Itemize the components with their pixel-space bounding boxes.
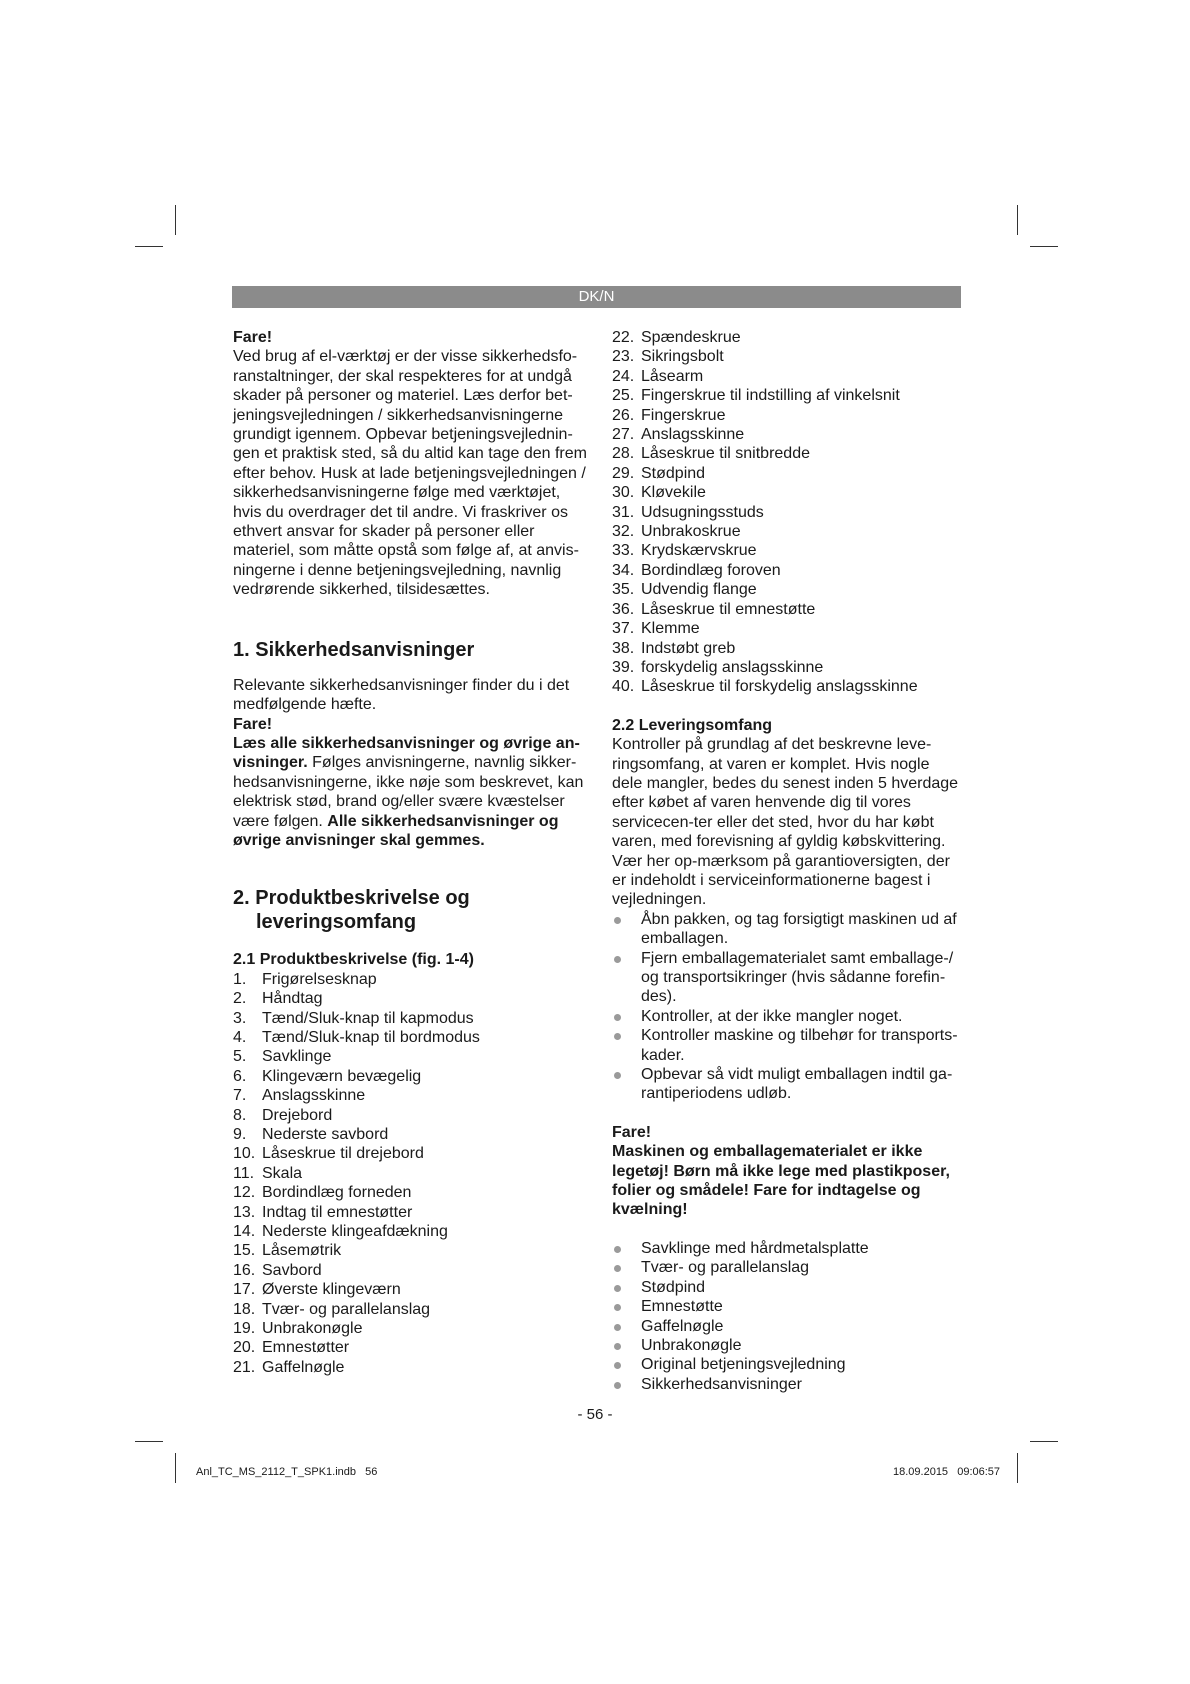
part-number: 2. — [233, 990, 247, 1008]
part-list-item — [612, 483, 964, 502]
part-list-item — [233, 1222, 588, 1241]
step-item — [612, 910, 964, 949]
part-list-item — [612, 425, 964, 444]
page-number: - 56 - — [577, 1406, 613, 1423]
scope-item-text: Tvær- og parallelanslag — [641, 1259, 810, 1277]
part-number: 30. — [612, 484, 635, 502]
part-number: 18. — [233, 1300, 256, 1318]
part-list-item — [612, 347, 964, 366]
part-name: Fingerskrue til indstilling af vinkelsnit — [641, 387, 900, 405]
part-number: 28. — [612, 445, 635, 463]
packaging-warning-text: Maskinen og emballagematerialet er ikke legetøj! Børn må ikke lege med plastikposer, folier og smådele! Fare for indtagelse og kvælning! — [612, 1143, 950, 1219]
part-name: Unbrakoskrue — [641, 523, 741, 541]
part-name: Låsemøtrik — [262, 1242, 342, 1260]
safety-warning-paragraph — [233, 734, 588, 850]
part-list-item — [233, 1358, 588, 1377]
part-list-item — [612, 464, 964, 483]
crop-mark — [1017, 1453, 1018, 1483]
part-list-item — [233, 1086, 588, 1105]
part-name: Klingeværn bevægelig — [262, 1067, 422, 1085]
scope-item — [612, 1355, 964, 1374]
part-name: Låseskrue til emnestøtte — [641, 600, 816, 618]
part-number: 20. — [233, 1339, 256, 1357]
scope-item-text: Emnestøtte — [641, 1298, 723, 1316]
safety-warning-bold-end: Alle sikkerhedsanvisninger og øvrige anvisninger skal gemmes. — [233, 812, 559, 849]
language-header-bar: DK/N — [232, 286, 961, 308]
part-list-item — [233, 1261, 588, 1280]
subsection-heading-product-description: 2.1 Produktbeskrivelse (fig. 1-4) — [233, 951, 474, 969]
warning-title: Fare! — [233, 715, 273, 733]
part-number: 3. — [233, 1009, 247, 1027]
part-name: Tvær- og parallelanslag — [262, 1300, 431, 1318]
part-name: Håndtag — [262, 990, 323, 1008]
part-list-item — [233, 1028, 588, 1047]
part-number: 37. — [612, 620, 635, 638]
safety-warning-bold: Læs alle sikkerhedsanvisninger og øvrige an-visninger. — [233, 734, 580, 772]
part-name: Savklinge — [262, 1048, 332, 1066]
part-name: Emnestøtter — [262, 1339, 350, 1357]
part-name: Krydskærvskrue — [641, 542, 757, 560]
footer-datetime: 18.09.2015 09:06:57 — [893, 1466, 1001, 1478]
subsection-heading-scope: 2.2 Leveringsomfang — [612, 716, 773, 734]
part-number: 7. — [233, 1087, 247, 1105]
part-number: 15. — [233, 1242, 256, 1260]
delivery-scope-list — [612, 1239, 964, 1394]
bullet-icon — [614, 1362, 621, 1369]
warning-title: Fare! — [612, 1123, 652, 1141]
part-name: Skala — [262, 1164, 303, 1182]
part-list-item — [233, 1047, 588, 1066]
warning-title: Fare! — [233, 329, 273, 346]
part-number: 22. — [612, 329, 635, 346]
bullet-icon — [614, 1072, 621, 1079]
section-heading-line: 2. Produktbeskrivelse og — [233, 887, 470, 910]
bullet-icon — [614, 1382, 621, 1389]
part-number: 21. — [233, 1358, 256, 1376]
crop-mark — [135, 246, 163, 247]
part-number: 39. — [612, 658, 635, 676]
scope-item — [612, 1375, 964, 1394]
part-name: Øverste klingeværn — [262, 1281, 401, 1299]
part-number: 36. — [612, 600, 635, 618]
part-name: Anslagsskinne — [641, 426, 745, 444]
part-name: Bordindlæg foroven — [641, 561, 781, 579]
part-name: Drejebord — [262, 1106, 333, 1124]
part-name: Fingerskrue — [641, 406, 726, 424]
crop-mark — [1030, 246, 1058, 247]
part-number: 35. — [612, 581, 635, 599]
part-list-item — [233, 1203, 588, 1222]
part-list-item — [612, 503, 964, 522]
part-list-item — [612, 600, 964, 619]
scope-item-text: Gaffelnøgle — [641, 1317, 724, 1335]
part-list-item — [612, 367, 964, 386]
scope-item — [612, 1258, 964, 1277]
step-item — [612, 1026, 964, 1065]
scope-item — [612, 1336, 964, 1355]
part-number: 34. — [612, 561, 635, 579]
step-item-text: Opbevar så vidt muligt emballagen indtil ga-rantiperiodens udløb. — [641, 1066, 953, 1103]
part-number: 27. — [612, 426, 635, 444]
part-name: Låseskrue til snitbredde — [641, 445, 810, 463]
part-list-item — [612, 658, 964, 677]
safety-intro-text: Relevante sikkerhedsanvisninger finder du i det medfølgende hæfte. — [233, 676, 570, 714]
part-list-item — [233, 1319, 588, 1338]
part-name: Nederste klingeafdækning — [262, 1223, 448, 1241]
part-list-item — [612, 444, 964, 463]
part-list-item — [233, 1300, 588, 1319]
bullet-icon — [614, 1014, 621, 1021]
parts-list-right — [612, 328, 964, 697]
part-number: 25. — [612, 387, 635, 405]
part-list-item — [612, 522, 964, 541]
part-name: forskydelig anslagsskinne — [641, 658, 824, 676]
part-list-item — [233, 1125, 588, 1144]
part-number: 14. — [233, 1223, 256, 1241]
right-column — [612, 328, 964, 1394]
warning-text: Ved brug af el-værktøj er der visse sikkerhedsfo-ranstaltninger, der skal respekteres for at undgå skader på personer og materiel. Læs derfor bet-jeningsvejledningen / sikkerhedsanvisningerne grundigt igennem. Opbevar betjeningsvejlednin-gen et praktisk sted, så du altid kan tage den frem efter behov. Husk at lade betjeningsvejledningen / sikkerhedsanvisningerne følge med værktøjet, hvis du overdrager det til andre. Vi fraskriver os ethvert ansvar for skader på personer eller materiel, som måtte opstå som følge af, at anvis-ningerne i denne betjeningsvejledning, navnlig vedrørende sikkerhed, tilsidesættes. — [233, 348, 587, 599]
part-name: Låsearm — [641, 367, 704, 385]
part-name: Bordindlæg forneden — [262, 1184, 412, 1202]
left-column — [233, 328, 588, 1377]
step-item — [612, 949, 964, 1007]
bullet-icon — [614, 1285, 621, 1292]
part-name: Indstøbt greb — [641, 639, 736, 657]
crop-mark — [1017, 205, 1018, 235]
scope-text: Kontroller på grundlag af det beskrevne leve-ringsomfang, at varen er komplet. Hvis nogle dele mangler, bedes du senest inden 5 hverdage efter købet af varen henvende dig til vores servicecen-ter eller det sted, hvor du har købt varen, med forevisning af gyldig købskvittering. Vær her op-mærksom på garantioversigten, der er indeholdt i serviceinformationerne bagest i vejledningen. — [612, 736, 959, 909]
part-list-item — [612, 328, 964, 347]
part-number: 12. — [233, 1184, 256, 1202]
part-list-item — [612, 561, 964, 580]
part-number: 29. — [612, 464, 635, 482]
part-list-item — [233, 989, 588, 1008]
bullet-icon — [614, 1304, 621, 1311]
bullet-icon — [614, 1246, 621, 1253]
part-number: 16. — [233, 1261, 256, 1279]
bullet-icon — [614, 1324, 621, 1331]
part-number: 1. — [233, 970, 247, 988]
part-number: 13. — [233, 1203, 256, 1221]
part-number: 40. — [612, 678, 635, 696]
part-list-item — [233, 1009, 588, 1028]
part-list-item — [612, 580, 964, 599]
part-name: Låseskrue til drejebord — [262, 1145, 424, 1163]
scope-item-text: Sikkerhedsanvisninger — [641, 1375, 802, 1393]
part-number: 33. — [612, 542, 635, 560]
part-number: 9. — [233, 1126, 247, 1143]
step-item-text: Fjern emballagematerialet samt emballage-/ og transportsikringer (hvis sådanne forefin-des). — [641, 949, 954, 1006]
part-name: Tænd/Sluk-knap til bordmodus — [262, 1028, 480, 1046]
part-name: Klemme — [641, 620, 700, 638]
footer-filename: Anl_TC_MS_2112_T_SPK1.indb 56 — [196, 1466, 378, 1478]
part-name: Anslagsskinne — [262, 1087, 366, 1105]
part-name: Frigørelsesknap — [262, 970, 377, 988]
part-name: Indtag til emnestøtter — [262, 1203, 413, 1221]
part-number: 11. — [233, 1164, 255, 1182]
part-name: Udsugningsstuds — [641, 503, 764, 521]
bullet-icon — [614, 1265, 621, 1272]
section-heading-safety: 1. Sikkerhedsanvisninger — [233, 638, 475, 661]
part-list-item — [612, 639, 964, 658]
part-name: Udvendig flange — [641, 581, 757, 599]
scope-item-text: Stødpind — [641, 1278, 706, 1296]
part-number: 8. — [233, 1106, 247, 1124]
unpacking-steps-list — [612, 910, 964, 1104]
part-list-item — [233, 1280, 588, 1299]
part-list-item — [233, 1241, 588, 1260]
part-number: 4. — [233, 1028, 247, 1046]
part-name: Spændeskrue — [641, 329, 741, 346]
step-item-text: Kontroller maskine og tilbehør for transports-kader. — [641, 1027, 958, 1064]
bullet-icon — [614, 917, 621, 924]
part-name: Låseskrue til forskydelig anslagsskinne — [641, 678, 918, 696]
part-list-item — [233, 1067, 588, 1086]
section-heading-product — [233, 886, 588, 934]
section-heading-line: leveringsomfang — [256, 911, 417, 934]
part-list-item — [612, 619, 964, 638]
part-number: 19. — [233, 1320, 256, 1338]
step-item-text: Åbn pakken, og tag forsigtigt maskinen ud af emballagen. — [641, 910, 957, 948]
part-list-item — [612, 386, 964, 405]
scope-item — [612, 1239, 964, 1258]
part-list-item — [612, 541, 964, 560]
part-list-item — [233, 1164, 588, 1183]
part-number: 10. — [233, 1145, 256, 1163]
part-list-item — [233, 1183, 588, 1202]
part-number: 38. — [612, 639, 635, 657]
part-list-item — [233, 1144, 588, 1163]
part-number: 23. — [612, 348, 635, 366]
part-name: Sikringsbolt — [641, 348, 724, 366]
parts-list-left — [233, 970, 588, 1378]
step-item-text: Kontroller, at der ikke mangler noget. — [641, 1007, 903, 1025]
part-name: Savbord — [262, 1261, 322, 1279]
part-number: 24. — [612, 367, 635, 385]
part-name: Tænd/Sluk-knap til kapmodus — [262, 1009, 474, 1027]
part-name: Unbrakonøgle — [262, 1320, 363, 1338]
safety-warning-text: Følges anvisningerne, navnlig sikker-hedsanvisningerne, ikke nøje som beskrevet, kan elektrisk stød, brand og/eller svære kvæstelser være følgen. — [233, 754, 584, 830]
scope-item-text: Unbrakonøgle — [641, 1336, 742, 1354]
scope-item — [612, 1278, 964, 1297]
crop-mark — [175, 1453, 176, 1483]
step-item — [612, 1007, 964, 1026]
crop-mark — [1030, 1441, 1058, 1442]
bullet-icon — [614, 1343, 621, 1350]
crop-mark — [135, 1441, 163, 1442]
part-list-item — [233, 970, 588, 989]
part-name: Stødpind — [641, 464, 706, 482]
part-number: 5. — [233, 1048, 247, 1066]
part-name: Gaffelnøgle — [262, 1358, 345, 1376]
scope-item-text: Original betjeningsvejledning — [641, 1356, 846, 1374]
part-name: Nederste savbord — [262, 1126, 389, 1143]
part-list-item — [233, 1106, 588, 1125]
part-number: 32. — [612, 523, 635, 541]
part-number: 31. — [612, 503, 635, 521]
part-list-item — [233, 1338, 588, 1357]
scope-item — [612, 1317, 964, 1336]
part-number: 6. — [233, 1067, 247, 1085]
part-list-item — [612, 406, 964, 425]
part-number: 17. — [233, 1281, 256, 1299]
bullet-icon — [614, 956, 621, 963]
bullet-icon — [614, 1033, 621, 1040]
part-name: Kløvekile — [641, 484, 706, 502]
part-number: 26. — [612, 406, 635, 424]
crop-mark — [175, 205, 176, 235]
scope-item-text: Savklinge med hårdmetalsplatte — [641, 1239, 869, 1257]
part-list-item — [612, 677, 964, 696]
step-item — [612, 1065, 964, 1104]
scope-item — [612, 1297, 964, 1316]
